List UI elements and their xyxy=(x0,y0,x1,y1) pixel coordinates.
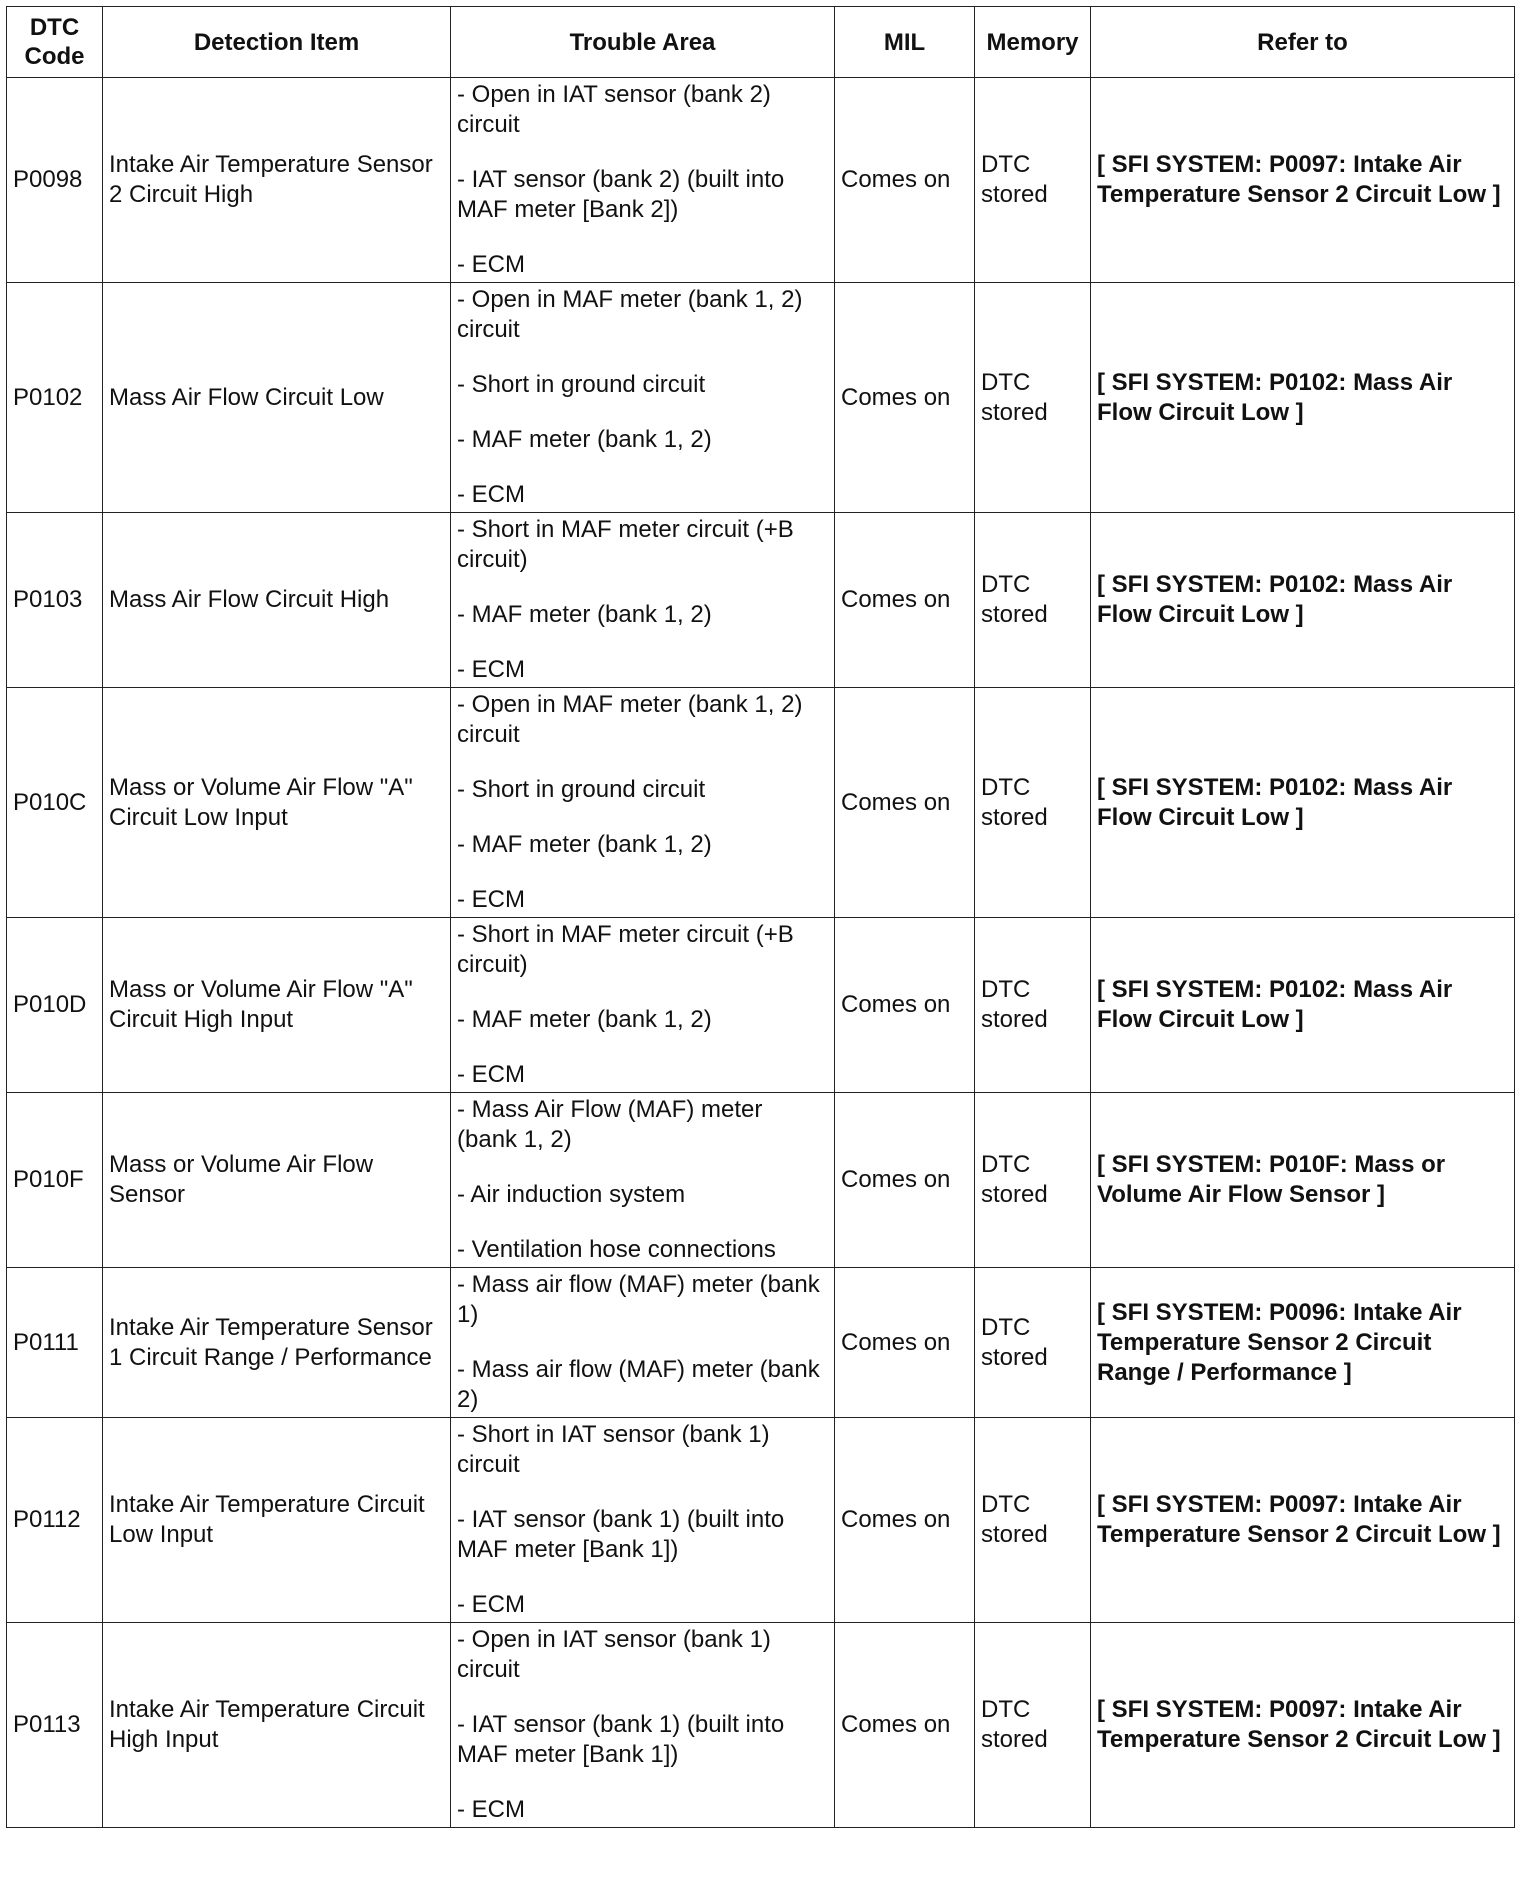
refer-to-cell: [ SFI SYSTEM: P0096: Intake Air Temperature Sensor 2 Circuit Range / Performance ] xyxy=(1091,1268,1515,1418)
trouble-area-cell xyxy=(451,513,835,688)
trouble-area-cell xyxy=(451,283,835,513)
trouble-area-cell xyxy=(451,1268,835,1418)
mil-cell: Comes on xyxy=(835,1268,975,1418)
header-detection-item: Detection Item xyxy=(103,7,451,78)
trouble-area-cell xyxy=(451,918,835,1093)
header-row xyxy=(7,7,1515,78)
detection-item-cell: Intake Air Temperature Circuit High Input xyxy=(103,1623,451,1828)
refer-to-cell: [ SFI SYSTEM: P010F: Mass or Volume Air Flow Sensor ] xyxy=(1091,1093,1515,1268)
detection-item-cell: Intake Air Temperature Sensor 1 Circuit Range / Performance xyxy=(103,1268,451,1418)
table-row xyxy=(7,1268,1515,1418)
header-dtc-code: DTC Code xyxy=(7,7,103,78)
memory-cell: DTC stored xyxy=(975,918,1091,1093)
table-row xyxy=(7,1418,1515,1623)
refer-to-cell: [ SFI SYSTEM: P0097: Intake Air Temperature Sensor 2 Circuit Low ] xyxy=(1091,1623,1515,1828)
table-row xyxy=(7,513,1515,688)
trouble-area-item: - Short in MAF meter circuit (+B circuit) xyxy=(457,516,794,573)
dtc-code-cell: P0113 xyxy=(7,1623,103,1828)
refer-to-cell: [ SFI SYSTEM: P0097: Intake Air Temperature Sensor 2 Circuit Low ] xyxy=(1091,1418,1515,1623)
dtc-code-cell: P010F xyxy=(7,1093,103,1268)
refer-to-cell: [ SFI SYSTEM: P0102: Mass Air Flow Circuit Low ] xyxy=(1091,688,1515,918)
refer-to-cell: [ SFI SYSTEM: P0102: Mass Air Flow Circuit Low ] xyxy=(1091,283,1515,513)
memory-cell: DTC stored xyxy=(975,1268,1091,1418)
detection-item-cell: Intake Air Temperature Sensor 2 Circuit High xyxy=(103,78,451,283)
trouble-area-item: - Open in MAF meter (bank 1, 2) circuit xyxy=(457,691,803,748)
table-row xyxy=(7,1623,1515,1828)
trouble-area-item: - IAT sensor (bank 2) (built into MAF meter [Bank 2]) xyxy=(457,166,785,223)
trouble-area-item: - ECM xyxy=(457,1061,525,1088)
mil-cell: Comes on xyxy=(835,1418,975,1623)
header-trouble-area: Trouble Area xyxy=(451,7,835,78)
memory-cell: DTC stored xyxy=(975,688,1091,918)
mil-cell: Comes on xyxy=(835,688,975,918)
dtc-code-cell: P0098 xyxy=(7,78,103,283)
memory-cell: DTC stored xyxy=(975,1623,1091,1828)
detection-item-cell: Mass or Volume Air Flow "A" Circuit High Input xyxy=(103,918,451,1093)
header-memory: Memory xyxy=(975,7,1091,78)
trouble-area-item: - Air induction system xyxy=(457,1181,686,1208)
trouble-area-item: - MAF meter (bank 1, 2) xyxy=(457,426,712,453)
table-header xyxy=(7,7,1515,78)
dtc-table xyxy=(6,6,1515,1828)
dtc-code-cell: P0103 xyxy=(7,513,103,688)
memory-cell: DTC stored xyxy=(975,78,1091,283)
detection-item-cell: Mass Air Flow Circuit Low xyxy=(103,283,451,513)
memory-cell: DTC stored xyxy=(975,1418,1091,1623)
table-row xyxy=(7,688,1515,918)
detection-item-cell: Mass or Volume Air Flow Sensor xyxy=(103,1093,451,1268)
table-row xyxy=(7,918,1515,1093)
header-refer-to: Refer to xyxy=(1091,7,1515,78)
trouble-area-item: - ECM xyxy=(457,1796,525,1823)
trouble-area-item: - Ventilation hose connections xyxy=(457,1236,776,1263)
trouble-area-item: - Mass air flow (MAF) meter (bank 2) xyxy=(457,1356,820,1413)
dtc-code-cell: P0111 xyxy=(7,1268,103,1418)
mil-cell: Comes on xyxy=(835,918,975,1093)
trouble-area-item: - Open in IAT sensor (bank 2) circuit xyxy=(457,81,771,138)
dtc-code-cell: P010D xyxy=(7,918,103,1093)
trouble-area-cell xyxy=(451,688,835,918)
mil-cell: Comes on xyxy=(835,1093,975,1268)
trouble-area-item: - MAF meter (bank 1, 2) xyxy=(457,601,712,628)
table-body xyxy=(7,78,1515,1828)
trouble-area-cell xyxy=(451,78,835,283)
detection-item-cell: Mass Air Flow Circuit High xyxy=(103,513,451,688)
trouble-area-item: - Open in MAF meter (bank 1, 2) circuit xyxy=(457,286,803,343)
trouble-area-cell xyxy=(451,1093,835,1268)
trouble-area-cell xyxy=(451,1623,835,1828)
trouble-area-item: - Mass Air Flow (MAF) meter (bank 1, 2) xyxy=(457,1096,763,1153)
trouble-area-item: - ECM xyxy=(457,1591,525,1618)
trouble-area-item: - IAT sensor (bank 1) (built into MAF meter [Bank 1]) xyxy=(457,1711,785,1768)
mil-cell: Comes on xyxy=(835,1623,975,1828)
trouble-area-item: - ECM xyxy=(457,251,525,278)
memory-cell: DTC stored xyxy=(975,1093,1091,1268)
trouble-area-item: - MAF meter (bank 1, 2) xyxy=(457,831,712,858)
trouble-area-item: - Short in ground circuit xyxy=(457,776,706,803)
dtc-code-cell: P0112 xyxy=(7,1418,103,1623)
refer-to-cell: [ SFI SYSTEM: P0102: Mass Air Flow Circuit Low ] xyxy=(1091,513,1515,688)
dtc-code-cell: P0102 xyxy=(7,283,103,513)
table-row xyxy=(7,283,1515,513)
dtc-code-cell: P010C xyxy=(7,688,103,918)
trouble-area-item: - Open in IAT sensor (bank 1) circuit xyxy=(457,1626,771,1683)
mil-cell: Comes on xyxy=(835,78,975,283)
header-mil: MIL xyxy=(835,7,975,78)
table-row xyxy=(7,78,1515,283)
mil-cell: Comes on xyxy=(835,513,975,688)
memory-cell: DTC stored xyxy=(975,513,1091,688)
trouble-area-item: - ECM xyxy=(457,886,525,913)
trouble-area-item: - MAF meter (bank 1, 2) xyxy=(457,1006,712,1033)
refer-to-cell: [ SFI SYSTEM: P0102: Mass Air Flow Circuit Low ] xyxy=(1091,918,1515,1093)
trouble-area-item: - Short in IAT sensor (bank 1) circuit xyxy=(457,1421,770,1478)
detection-item-cell: Intake Air Temperature Circuit Low Input xyxy=(103,1418,451,1623)
table-row xyxy=(7,1093,1515,1268)
trouble-area-item: - ECM xyxy=(457,481,525,508)
trouble-area-item: - IAT sensor (bank 1) (built into MAF meter [Bank 1]) xyxy=(457,1506,785,1563)
trouble-area-item: - ECM xyxy=(457,656,525,683)
trouble-area-item: - Short in MAF meter circuit (+B circuit) xyxy=(457,921,794,978)
trouble-area-item: - Short in ground circuit xyxy=(457,371,706,398)
detection-item-cell: Mass or Volume Air Flow "A" Circuit Low Input xyxy=(103,688,451,918)
refer-to-cell: [ SFI SYSTEM: P0097: Intake Air Temperature Sensor 2 Circuit Low ] xyxy=(1091,78,1515,283)
memory-cell: DTC stored xyxy=(975,283,1091,513)
mil-cell: Comes on xyxy=(835,283,975,513)
trouble-area-cell xyxy=(451,1418,835,1623)
trouble-area-item: - Mass air flow (MAF) meter (bank 1) xyxy=(457,1271,820,1328)
